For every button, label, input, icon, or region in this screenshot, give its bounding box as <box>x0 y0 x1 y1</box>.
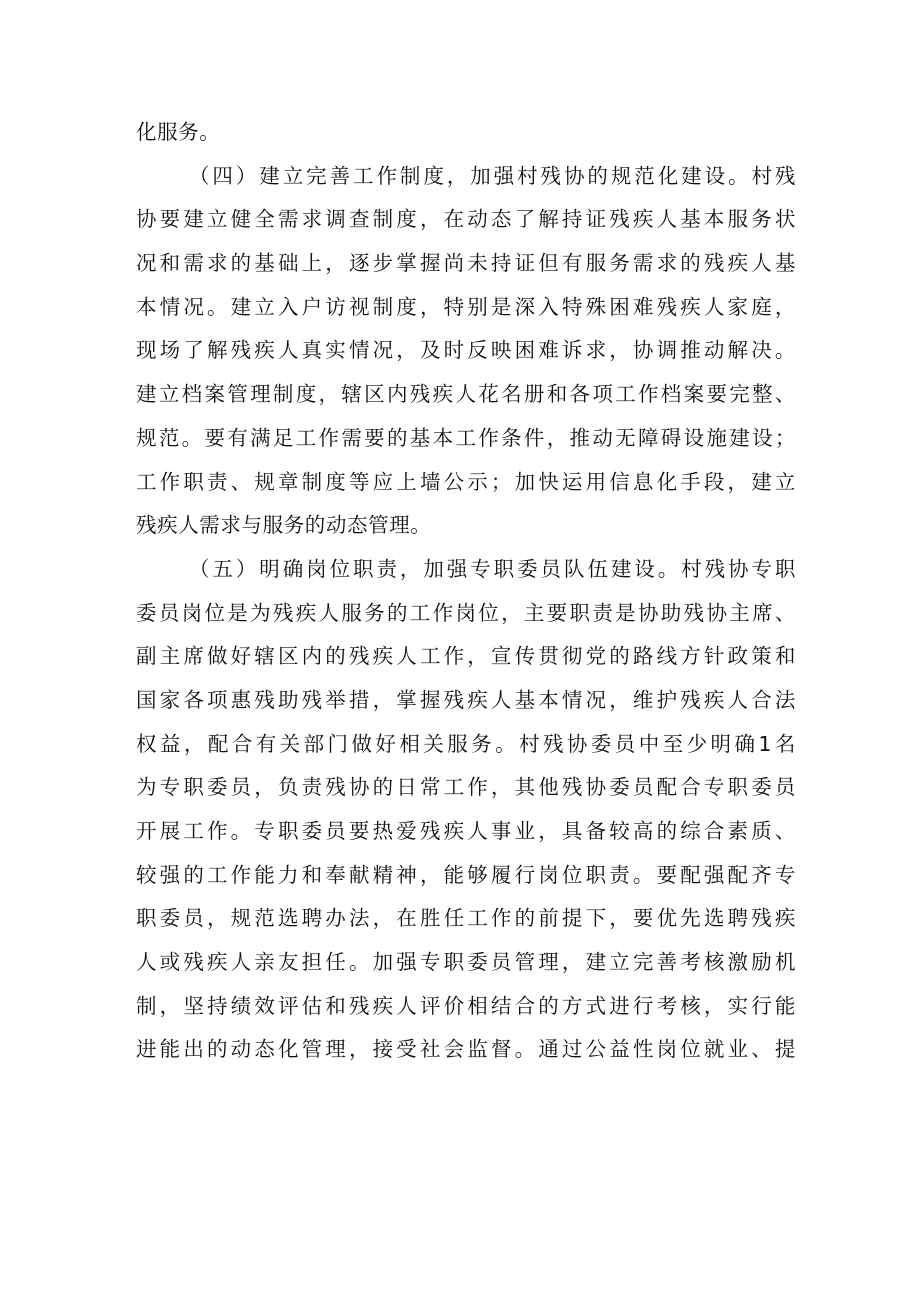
text-line: 工作职责、规章制度等应上墙公示；加快运用信息化手段，建立 <box>136 469 796 494</box>
text-line: 职委员，规范选聘办法，在胜任工作的前提下，要优先选聘残疾 <box>136 906 796 931</box>
text-line: 较强的工作能力和奉献精神，能够履行岗位职责。要配强配齐专 <box>136 862 796 887</box>
text-line: 规范。要有满足工作需要的基本工作条件，推动无障碍设施建设； <box>136 425 796 450</box>
text-line: 现场了解残疾人真实情况，及时反映困难诉求，协调推动解决。 <box>136 338 796 363</box>
document-body <box>136 111 796 1072</box>
text-line: 本情况。建立入户访视制度，特别是深入特殊困难残疾人家庭， <box>136 294 796 319</box>
text-line: 建立档案管理制度，辖区内残疾人花名册和各项工作档案要完整、 <box>136 382 796 407</box>
text-line: 委员岗位是为残疾人服务的工作岗位，主要职责是协助残协主席、 <box>136 600 796 625</box>
text-line: 协要建立健全需求调查制度，在动态了解持证残疾人基本服务状 <box>136 207 796 232</box>
text-line: 为专职委员，负责残协的日常工作，其他残协委员配合专职委员 <box>136 775 796 800</box>
text-line: 国家各项惠残助残举措，掌握残疾人基本情况，维护残疾人合法 <box>136 687 796 712</box>
text-line: 进能出的动态化管理，接受社会监督。通过公益性岗位就业、提 <box>136 1037 796 1062</box>
text-line: 化服务。 <box>136 120 221 144</box>
section-heading-line: （四）建立完善工作制度，加强村残协的规范化建设。村残 <box>189 163 796 188</box>
text-line: 权益，配合有关部门做好相关服务。村残协委员中至少明确1名 <box>136 731 796 756</box>
text-line: 开展工作。专职委员要热爱残疾人事业，具备较高的综合素质、 <box>136 819 796 843</box>
text-line: 副主席做好辖区内的残疾人工作，宣传贯彻党的路线方针政策和 <box>136 644 796 669</box>
section-heading-line: （五）明确岗位职责，加强专职委员队伍建设。村残协专职 <box>189 556 796 581</box>
text-line: 残疾人需求与服务的动态管理。 <box>136 513 432 538</box>
text-line: 人或残疾人亲友担任。加强专职委员管理，建立完善考核激励机 <box>136 950 796 975</box>
text-line: 制，坚持绩效评估和残疾人评价相结合的方式进行考核，实行能 <box>136 993 796 1018</box>
text-line: 况和需求的基础上，逐步掌握尚未持证但有服务需求的残疾人基 <box>136 251 796 276</box>
